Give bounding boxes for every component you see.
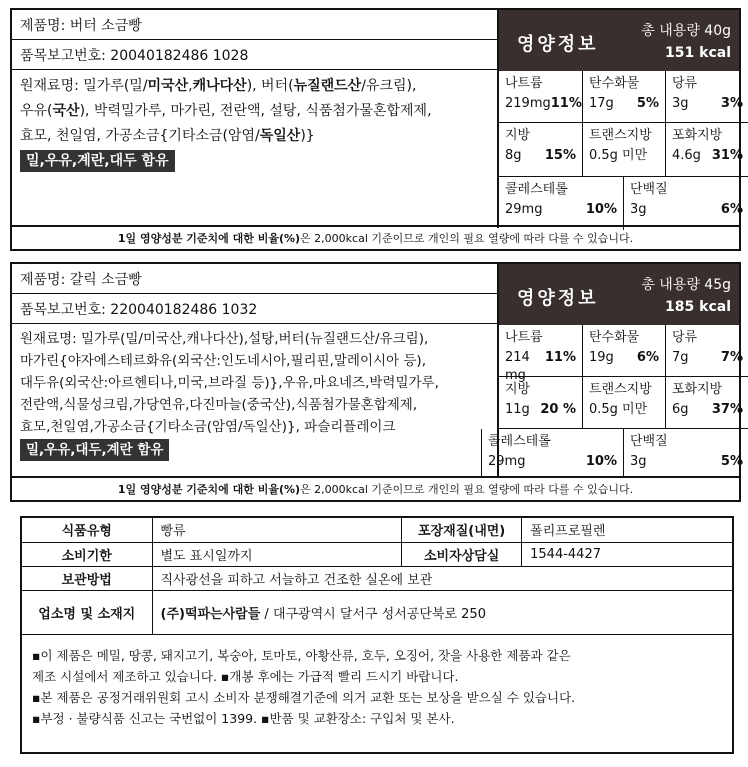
nutrient-cell: 단백질 3g 5% <box>630 434 743 469</box>
nutrient-cell: 나트륨 219mg 11% <box>499 71 583 123</box>
nutrition-title: 영양정보 <box>517 34 599 55</box>
total-amount: 총 내용량 45g 185 kcal <box>641 277 731 315</box>
packaging-value: 폴리프로필렌 <box>522 518 732 542</box>
product-name: 제품명: 갈릭 소금빵 <box>12 264 497 294</box>
product-name: 제품명: 버터 소금빵 <box>12 10 497 40</box>
nutrient-cell: 트랜스지방 0.5g 미만 <box>583 377 666 429</box>
report-number: 품목보고번호: 20040182486 1028 <box>12 40 497 70</box>
nutrient-cell: 지방 11g 20 % <box>499 377 583 429</box>
allergen-badge: 밀,우유,계란,대두 함유 <box>20 150 175 172</box>
nutrition-header <box>499 10 739 71</box>
nutrient-cell: 탄수화물 19g 6% <box>583 325 666 377</box>
expiry-value: 별도 표시일까지 <box>152 542 402 566</box>
label-garlic-salt-bread <box>10 262 741 502</box>
nutrition-title: 영양정보 <box>517 288 599 309</box>
packaging-header: 포장재질(내면) <box>402 518 522 542</box>
nutrient-cell: 지방 8g 15% <box>499 123 583 177</box>
consumer-center-value: 1544-4427 <box>522 542 732 566</box>
notice-text: ▪이 제품은 메밀, 땅콩, 돼지고기, 복숭아, 토마토, 아황산류, 호두, 오징어, 잣을 사용한 제품과 같은 제조 시설에서 제조하고 있습니다. ▪개봉 후에는 가급적 빨리 드시기 바랍니다. ▪본 제품은 공정거래위원회 고시 소비자 분쟁해결기준에 의거 교환 또는 보상을 받으실 수 있습니다. ▪부정 · 불량식품 신고는 국번없이 1399. ▪반품 및 교환장소: 구입처 및 본사. <box>32 647 576 726</box>
nutrient-cell: 트랜스지방 0.5g 미만 <box>583 123 666 177</box>
ingredients: 원재료명: 밀가루(밀/미국산,캐나다산), 버터(뉴질랜드산/유크림), 우유(국산), 박력밀가루, 마가린, 전란액, 설탕, 식품첨가물혼합제제, 효모, 천일염, 가공소금{기타소금(암염/독일산)} 밀,우유,계란,대두 함유 <box>12 70 497 178</box>
product-info-table <box>20 516 734 754</box>
nutrition-header <box>499 264 739 325</box>
food-type-header: 식품유형 <box>22 518 152 542</box>
nutrient-cell: 당류 3g 3% <box>666 71 748 123</box>
nutrition-panel <box>488 264 743 469</box>
nutrient-cell: 포화지방 6g 37% <box>666 377 748 429</box>
nutrient-cell: 나트륨 214 mg 11% <box>499 325 583 377</box>
company-value: (주)떡파는사람들 / 대구광역시 달서구 성서공단북로 250 <box>152 590 732 634</box>
storage-header: 보관방법 <box>22 566 152 590</box>
food-type-value: 빵류 <box>152 518 402 542</box>
label-butter-salt-bread <box>10 8 741 251</box>
allergen-badge: 밀,우유,대두,계란 함유 <box>20 439 169 461</box>
ingredients: 원재료명: 밀가루(밀/미국산,캐나다산),설탕,버터(뉴질랜드산/유크림), 마가린{야자에스테르화유(외국산:인도네시아,필리핀,말레이시아 등), 대두유(외국산:아르헨티나,미국,브라질 등)},우유,마요네즈,박력밀가루, 전란액,식물성크림,가당연유,다진마늘(중국산),식품첨가물혼합제제, 효모,천일염,가공소금{기타소금(암염/독일산)}, 파슬리플레이크 밀,우유,대두,계란 함유 <box>12 324 497 465</box>
nutrient-cell: 당류 7g 7% <box>666 325 748 377</box>
company-header: 업소명 및 소재지 <box>22 590 152 634</box>
product-info-panel <box>12 264 499 478</box>
daily-value-footnote: 1일 영양성분 기준치에 대한 비율(%) 은 2,000kcal 기준이므로 개인의 필요 열량에 따라 다를 수 있습니다. <box>12 225 739 249</box>
daily-value-footnote: 1일 영양성분 기준치에 대한 비율(%) 은 2,000kcal 기준이므로 개인의 필요 열량에 따라 다를 수 있습니다. <box>12 476 739 500</box>
nutrient-cell: 단백질 3g 6% <box>630 182 743 217</box>
storage-value: 직사광선을 피하고 서늘하고 건조한 실온에 보관 <box>152 566 732 590</box>
nutrition-panel <box>499 10 743 217</box>
report-number: 품목보고번호: 220040182486 1032 <box>12 294 497 324</box>
total-amount: 총 내용량 40g 151 kcal <box>641 23 731 61</box>
consumer-center-header: 소비자상담실 <box>402 542 522 566</box>
nutrient-cell: 콜레스테롤 29mg 10% <box>481 429 624 478</box>
nutrient-cell: 콜레스테롤 29mg 10% <box>499 177 624 230</box>
expiry-header: 소비기한 <box>22 542 152 566</box>
nutrient-cell: 탄수화물 17g 5% <box>583 71 666 123</box>
nutrient-cell: 포화지방 4.6g 31% <box>666 123 748 177</box>
